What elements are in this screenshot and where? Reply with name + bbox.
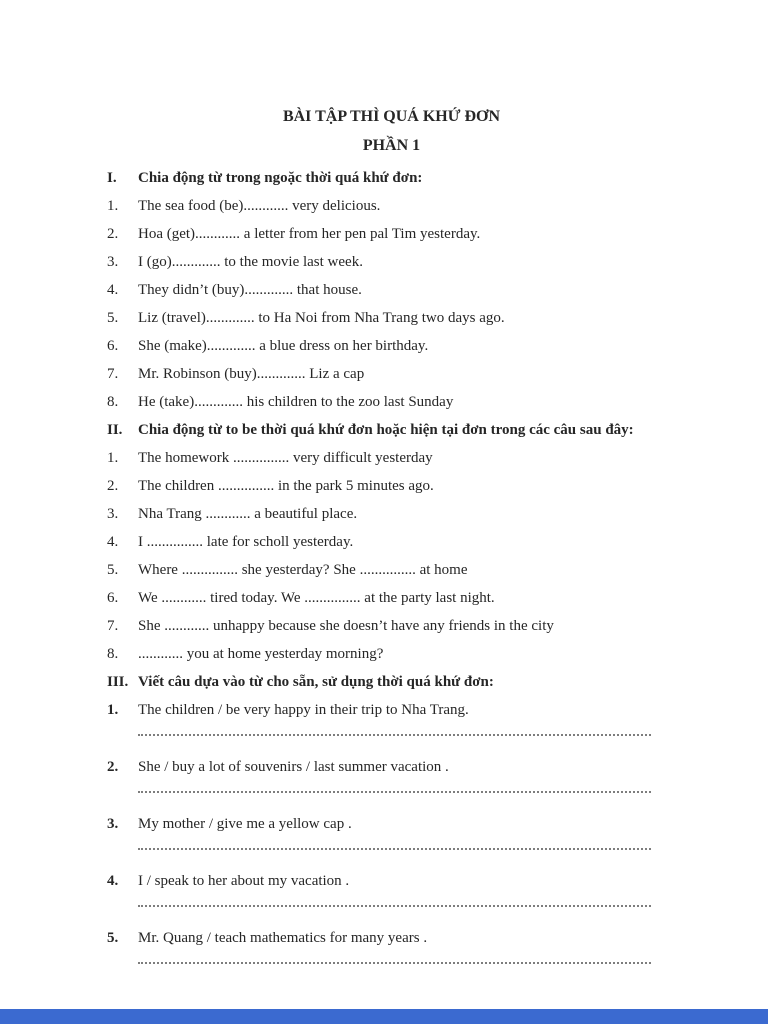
item-text: He (take)............. his children to the zoo last Sunday (138, 394, 454, 410)
item-text: She ............ unhappy because she doesn’t have any friends in the city (138, 618, 554, 634)
exercise-item (107, 252, 676, 272)
exercise-item (107, 504, 676, 524)
section-1 (107, 168, 676, 412)
item-number: 8. (107, 646, 119, 662)
item-text: The homework ............... very difficult yesterday (138, 450, 433, 466)
item-number: 8. (107, 394, 119, 410)
section-heading (107, 672, 676, 693)
answer-line (138, 729, 651, 736)
item-number: 2. (107, 226, 119, 242)
item-text: ............ you at home yesterday morning? (138, 646, 384, 662)
item-number: 5. (107, 562, 119, 578)
item-text: Mr. Quang / teach mathematics for many years . (138, 930, 428, 946)
item-number: 5. (107, 930, 119, 946)
exercise-item (107, 280, 676, 300)
item-text: Where ............... she yesterday? She ............... at home (138, 562, 468, 578)
exercise-item (107, 588, 676, 608)
answer-line (138, 786, 651, 793)
item-number: 7. (107, 366, 119, 382)
section-heading (107, 168, 676, 189)
item-number: 6. (107, 338, 119, 354)
item-text: Liz (travel)............. to Ha Noi from Nha Trang two days ago. (138, 310, 505, 326)
exercise-item (107, 336, 676, 356)
section-2 (107, 420, 676, 664)
exercise-item (107, 928, 676, 948)
exercise-item (107, 476, 676, 496)
exercise-item (107, 448, 676, 468)
exercise-item (107, 814, 676, 834)
item-text: We ............ tired today. We ............... at the party last night. (138, 590, 495, 606)
item-text: My mother / give me a yellow cap . (138, 816, 352, 832)
item-number: 2. (107, 478, 119, 494)
bottom-blue-bar (0, 1009, 768, 1024)
exercise-item (107, 757, 676, 777)
exercise-item (107, 644, 676, 664)
exercise-item (107, 392, 676, 412)
item-text: Hoa (get)............ a letter from her pen pal Tim yesterday. (138, 226, 481, 242)
item-number: 3. (107, 254, 119, 270)
item-number: 6. (107, 590, 119, 606)
item-number: 2. (107, 759, 119, 775)
answer-line (138, 843, 651, 850)
section-heading-text: Chia động từ trong ngoặc thời quá khứ đơn: (138, 170, 423, 186)
item-text: The sea food (be)............ very delicious. (138, 198, 381, 214)
item-number: 1. (107, 450, 119, 466)
item-text: I (go)............. to the movie last week. (138, 254, 363, 270)
item-number: 7. (107, 618, 119, 634)
item-text: Nha Trang ............ a beautiful place. (138, 506, 358, 522)
exercise-item (107, 871, 676, 891)
item-number: 4. (107, 873, 119, 889)
item-number: 4. (107, 534, 119, 550)
answer-line (138, 957, 651, 964)
item-text: She (make)............. a blue dress on her birthday. (138, 338, 429, 354)
item-number: 1. (107, 198, 119, 214)
item-text: Mr. Robinson (buy)............. Liz a cap (138, 366, 365, 382)
item-number: 3. (107, 816, 119, 832)
section-numeral: I. (107, 170, 117, 186)
item-text: They didn’t (buy)............. that house. (138, 282, 362, 298)
exercise-item (107, 616, 676, 636)
exercise-item (107, 364, 676, 384)
document-title: BÀI TẬP THÌ QUÁ KHỨ ĐƠN (282, 108, 501, 125)
item-number: 4. (107, 282, 119, 298)
section-3 (107, 672, 676, 964)
exercise-item (107, 700, 676, 720)
item-text: She / buy a lot of souvenirs / last summer vacation . (138, 759, 449, 775)
section-heading-text: Chia động từ to be thời quá khứ đơn hoặc hiện tại đơn trong các câu sau đây: (138, 422, 634, 438)
item-text: I / speak to her about my vacation . (138, 873, 350, 889)
exercise-item (107, 532, 676, 552)
item-text: The children ............... in the park 5 minutes ago. (138, 478, 434, 494)
section-heading (107, 420, 676, 441)
section-heading-text: Viết câu dựa vào từ cho sẵn, sử dụng thời quá khứ đơn: (138, 674, 494, 690)
exercise-item (107, 224, 676, 244)
section-numeral: III. (107, 674, 129, 690)
item-number: 1. (107, 702, 119, 718)
answer-line (138, 900, 651, 907)
exercise-item (107, 196, 676, 216)
document-subtitle: PHẦN 1 (362, 137, 421, 154)
exercise-item (107, 560, 676, 580)
item-text: I ............... late for scholl yesterday. (138, 534, 354, 550)
item-number: 3. (107, 506, 119, 522)
section-numeral: II. (107, 422, 123, 438)
item-text: The children / be very happy in their trip to Nha Trang. (138, 702, 469, 718)
item-number: 5. (107, 310, 119, 326)
exercise-item (107, 308, 676, 328)
